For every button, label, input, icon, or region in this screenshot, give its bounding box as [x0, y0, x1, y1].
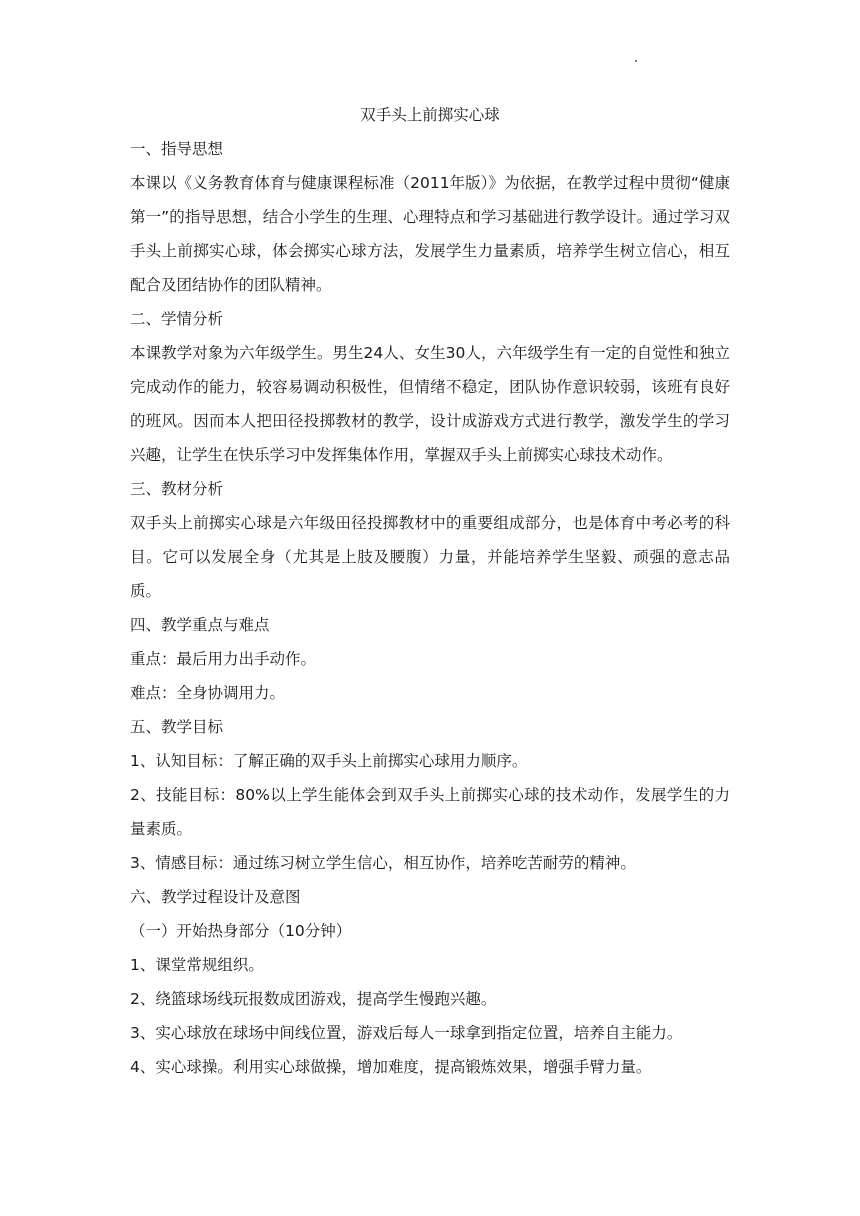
section-heading-guiding: 一、指导思想	[130, 140, 224, 158]
material-paragraph: 双手头上前掷实心球是六年级田径投掷教材中的重要组成部分，也是体育中考必考的科目。它可以发展全身（尤其是上肢及腰腹）力量，并能培养学生坚毅、顽强的意志品质。	[130, 514, 730, 600]
warmup-step-1: 1、课堂常规组织。	[130, 956, 264, 974]
document-title: 双手头上前掷实心球	[360, 106, 500, 124]
section-heading-goals: 五、教学目标	[130, 718, 224, 736]
page-mark	[635, 60, 637, 62]
goal-item-1: 1、认知目标：了解正确的双手头上前掷实心球用力顺序。	[130, 752, 528, 770]
section-heading-process: 六、教学过程设计及意图	[130, 888, 301, 906]
warmup-step-3: 3、实心球放在球场中间线位置，游戏后每人一球拿到指定位置，培养自主能力。	[130, 1024, 683, 1042]
goal-item-3: 3、情感目标：通过练习树立学生信心，相互协作，培养吃苦耐劳的精神。	[130, 854, 636, 872]
section-heading-focus: 四、教学重点与难点	[130, 616, 270, 634]
section-heading-learning: 二、学情分析	[130, 310, 224, 328]
focus-key-point: 重点：最后用力出手动作。	[130, 650, 317, 668]
warmup-step-4: 4、实心球操。利用实心球做操，增加难度，提高锻炼效果，增强手臂力量。	[130, 1058, 652, 1076]
document-body	[130, 100, 730, 1084]
warmup-step-2: 2、绕篮球场线玩报数成团游戏，提高学生慢跑兴趣。	[130, 990, 497, 1008]
guiding-paragraph: 本课以《义务教育体育与健康课程标准（2011年版）》为依据，在教学过程中贯彻“健康第一”的指导思想，结合小学生的生理、心理特点和学习基础进行教学设计。通过学习双手头上前掷实心球，体会掷实心球方法，发展学生力量素质，培养学生树立信心，相互配合及团结协作的团队精神。	[130, 174, 730, 294]
section-heading-material: 三、教材分析	[130, 480, 224, 498]
focus-difficulty: 难点：全身协调用力。	[130, 684, 286, 702]
subsection-heading-warmup: （一）开始热身部分（10分钟）	[130, 922, 352, 940]
goal-item-2: 2、技能目标：80%以上学生能体会到双手头上前掷实心球的技术动作，发展学生的力量素质。	[130, 786, 730, 838]
learning-paragraph: 本课教学对象为六年级学生。男生24人、女生30人，六年级学生有一定的自觉性和独立完成动作的能力，较容易调动积极性，但情绪不稳定，团队协作意识较弱，该班有良好的班风。因而本人把田径投掷教材的教学，设计成游戏方式进行教学，激发学生的学习兴趣，让学生在快乐学习中发挥集体作用，掌握双手头上前掷实心球技术动作。	[130, 344, 730, 464]
